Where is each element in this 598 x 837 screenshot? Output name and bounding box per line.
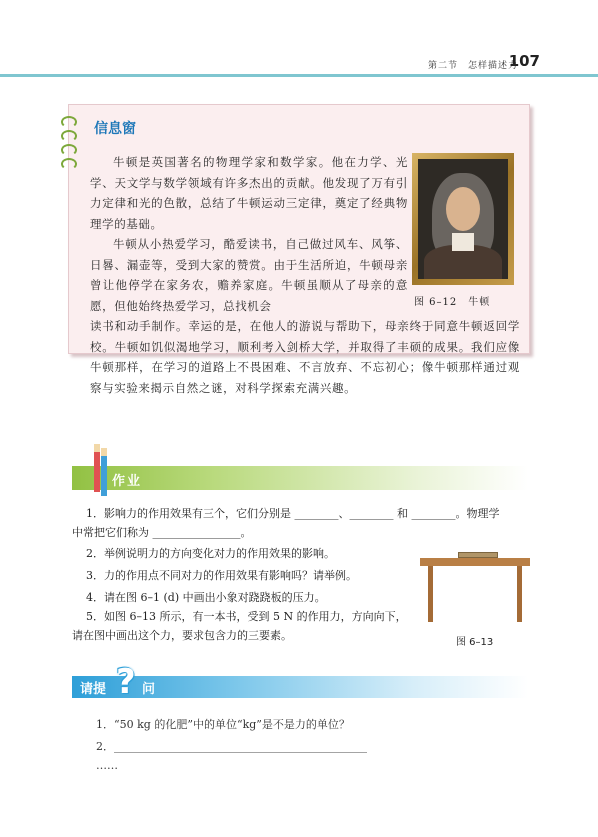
homework-title: 作业 xyxy=(112,474,143,489)
homework-q1-line1: 1．影响力的作用效果有三个，它们分别是 ________、________ 和 ________。物理学 xyxy=(86,507,500,520)
book-on-table-figure xyxy=(420,552,530,632)
homework-q4: 4．请在图 6–1 (d) 中画出小象对跷跷板的压力。 xyxy=(86,591,326,604)
figure-6-12-caption: 图 6–12 牛顿 xyxy=(414,297,491,308)
ask-question-banner xyxy=(72,676,528,698)
ask-title-before: 请提 xyxy=(80,682,107,697)
homework-q5-line1: 5．如图 6–13 所示，有一本书，受到 5 N 的作用力，方向向下， xyxy=(86,610,407,623)
page-number: 107 xyxy=(508,52,540,70)
homework-q2: 2．举例说明力的方向变化对力的作用效果的影响。 xyxy=(86,547,335,560)
section-title: 第二节 怎样描述力 xyxy=(427,61,518,71)
info-paragraph-2: 牛顿从小热爱学习，酷爱读书，自己做过风车、风筝、日晷、漏壶等，受到大家的赞赏。由于生活所迫，牛顿母亲曾让他停学在家务农，赡养家庭。牛顿虽顺从了母亲的意愿，但他始终热爱学习，总找机会 xyxy=(90,237,408,313)
homework-q5-line2: 请在图中画出这个力，要求包含力的三要素。 xyxy=(72,629,292,642)
ask-item-2: 2．______________________________________________ xyxy=(96,740,367,753)
figure-6-13-caption: 图 6–13 xyxy=(456,637,494,648)
info-paragraph-1: 牛顿是英国著名的物理学家和数学家。他在力学、光学、天文学与数学领域有许多杰出的贡献。他发现了万有引力定律和光的色散，总结了牛顿运动三定律，奠定了经典物理学的基础。 xyxy=(90,155,408,231)
pencils-icon xyxy=(94,444,108,494)
binder-rings-icon xyxy=(61,116,83,186)
ask-item-ellipsis: …… xyxy=(96,759,118,772)
newton-portrait xyxy=(412,153,514,285)
header-rule xyxy=(0,74,598,77)
info-paragraph-3: 读书和动手制作。幸运的是，在他人的游说与帮助下，母亲终于同意牛顿返回学校。牛顿如饥似渴地学习，顺利考入剑桥大学，并取得了丰硕的成果。我们应像牛顿那样，在学习的道路上不畏困难、不言放弃、不忘初心；像牛顿那样通过观察与实验来揭示自然之谜，对科学探索充满兴趣。 xyxy=(90,319,520,395)
question-mark-icon: ? xyxy=(116,662,136,702)
ask-title-after: 问 xyxy=(142,682,156,697)
page-header xyxy=(0,52,598,74)
ask-item-1: 1．“50 kg 的化肥”中的单位“kg”是不是力的单位？ xyxy=(96,718,350,731)
info-window-title: 信息窗 xyxy=(94,121,136,137)
homework-q1-line2: 中常把它们称为 ________________。 xyxy=(72,526,252,539)
homework-q3: 3．力的作用点不同对力的作用效果有影响吗？请举例。 xyxy=(86,569,357,582)
